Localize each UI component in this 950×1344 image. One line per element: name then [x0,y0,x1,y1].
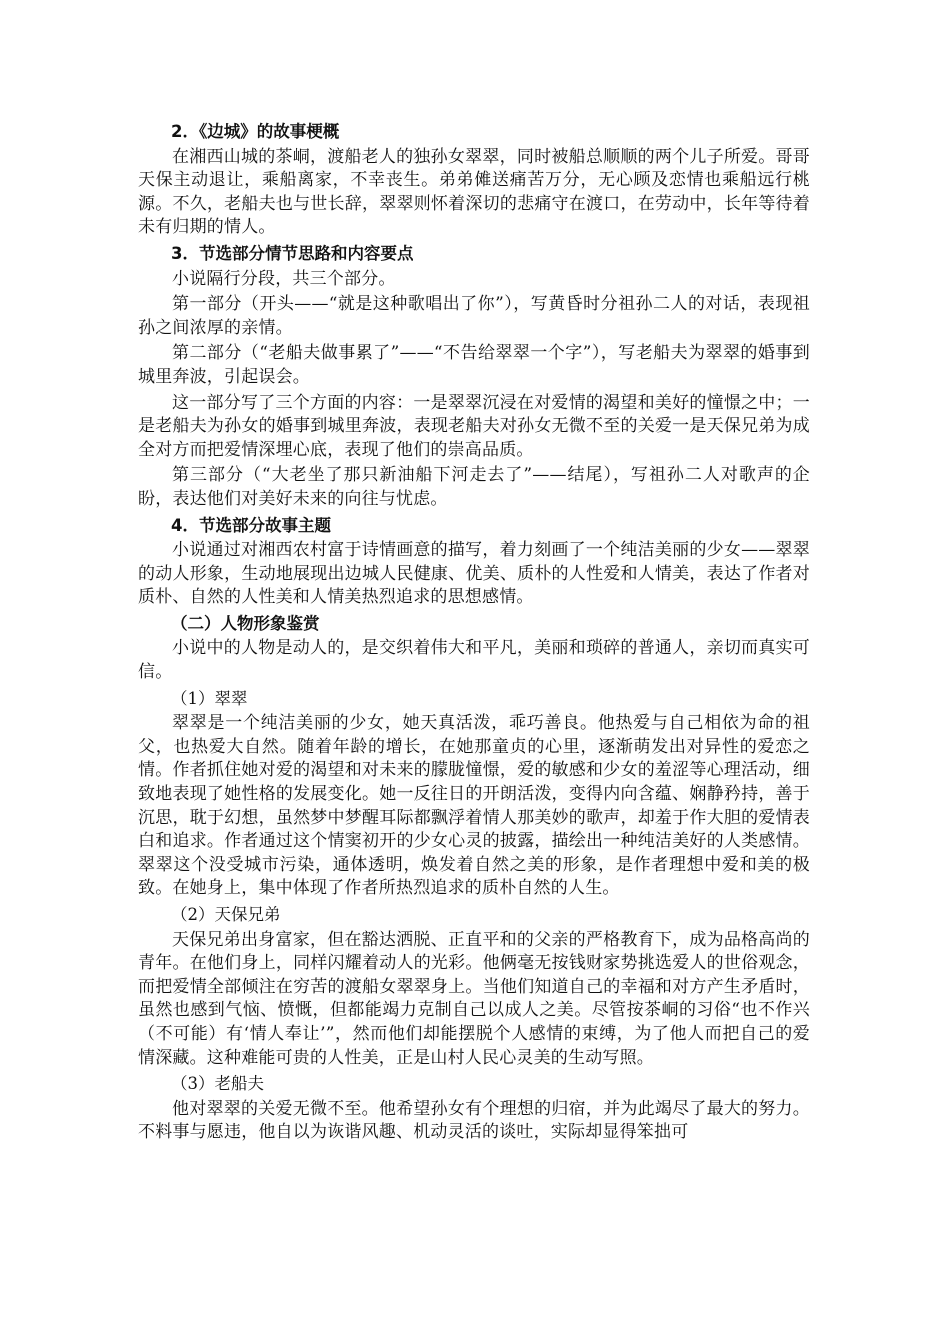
paragraph-tianbao-brothers: 天保兄弟出身富家，但在豁达洒脱、正直平和的父亲的严格教育下，成为品格高尚的青年。在他们身上，同样闪耀着动人的光彩。他俩毫无按钱财家势挑选爱人的世俗观念，而把爱情全部倾注在穷苦的渡船女翠翠身上。当他们知道自己的幸福和对方产生矛盾时，虽然也感到气恼、愤慨，但都能竭力克制自己以成人之美。尽管按茶峒的习俗“也不作兴（不可能）有‘情人奉让’”，然而他们却能摆脱个人感情的束缚，为了他人而把自己的爱情深藏。这种难能可贵的人性美，正是山村人民心灵美的生动写照。 [138,929,810,1068]
paragraph-part-two-detail: 这一部分写了三个方面的内容：一是翠翠沉浸在对爱情的渴望和美好的憧憬之中；一是老船夫为孙女的婚事到城里奔波，表现老船夫对孙女无微不至的关爱一是天保兄弟为成全对方而把爱情深埋心底，表现了他们的崇高品质。 [138,392,810,460]
paragraph-part-three: 第三部分（“大老坐了那只新油船下河走去了”——结尾），写祖孙二人对歌声的企盼，表达他们对美好未来的向往与忧虑。 [138,465,810,509]
subheading-tianbao-brothers: （2）天保兄弟 [171,905,281,924]
section-heading-plot-outline: 3．节选部分情节思路和内容要点 [171,243,414,263]
subheading-old-boatman: （3）老船夫 [171,1074,264,1094]
paragraph-cuicui: 翠翠是一个纯洁美丽的少女，她天真活泼，乖巧善良。他热爱与自己相依为命的祖父，也热爱大自然。随着年龄的增长，在她那童贞的心里，逐渐萌发出对异性的爱恋之情。作者抓住她对爱的渴望和对未来的朦胧憧憬，爱的敏感和少女的羞涩等心理活动，细致地表现了她性格的发展变化。她一反往日的开朗活泼，变得内向含蕴、娴静矜持，善于沉思，耽于幻想，虽然梦中梦醒耳际都飘浮着情人那美妙的歌声，却羞于作大胆的爱情表白和追求。作者通过这个情窦初开的少女心灵的披露，描绘出一种纯洁美好的人类感情。翠翠这个没受城市污染，通体透明，焕发着自然之美的形象，是作者理想中爱和美的极致。在她身上，集中体现了作者所热烈追求的质朴自然的人生。 [138,713,810,899]
paragraph-part-two: 第二部分（“老船夫做事累了”——“不告给翠翠一个字”），写老船夫为翠翠的婚事到城里奔波，引起误会。 [138,343,810,387]
section-heading-story-summary: 2．《边城》的故事梗概 [171,122,340,141]
paragraph-structure: 小说隔行分段，共三个部分。 [172,268,396,289]
paragraph-theme: 小说通过对湘西农村富于诗情画意的描写，着力刻画了一个纯洁美丽的少女——翠翠的动人形象，生动地展现出边城人民健康、优美、质朴的人性爱和人情美，表达了作者对质朴、自然的人性美和人情美热烈追求的思想感情。 [138,540,810,608]
section-heading-characters: （二）人物形象鉴赏 [171,613,320,633]
paragraph-old-boatman: 他对翠翠的关爱无微不至。他希望孙女有个理想的归宿，并为此竭尽了最大的努力。不料事与愿违，他自以为诙谐风趣、机动灵活的谈吐，实际却显得笨拙可 [138,1098,810,1143]
paragraph-characters-intro: 小说中的人物是动人的，是交织着伟大和平凡，美丽和琐碎的普通人，亲切而真实可信。 [138,638,810,683]
paragraph-part-one: 第一部分（开头——“就是这种歌唱出了你”），写黄昏时分祖孙二人的对话，表现祖孙之间浓厚的亲情。 [138,294,810,338]
paragraph-story-summary: 在湘西山城的茶峒，渡船老人的独孙女翠翠，同时被船总顺顺的两个儿子所爱。哥哥天保主动退让，乘船离家，不幸丧生。弟弟傩送痛苦万分，无心顾及恋情也乘船远行桃源。不久，老船夫也与世长辞，翠翠则怀着深切的悲痛守在渡口，在劳动中，长年等待着未有归期的情人。 [138,146,810,238]
subheading-cuicui: （1）翠翠 [171,688,248,708]
document-page [138,120,810,1147]
section-heading-theme: 4．节选部分故事主题 [171,515,331,535]
